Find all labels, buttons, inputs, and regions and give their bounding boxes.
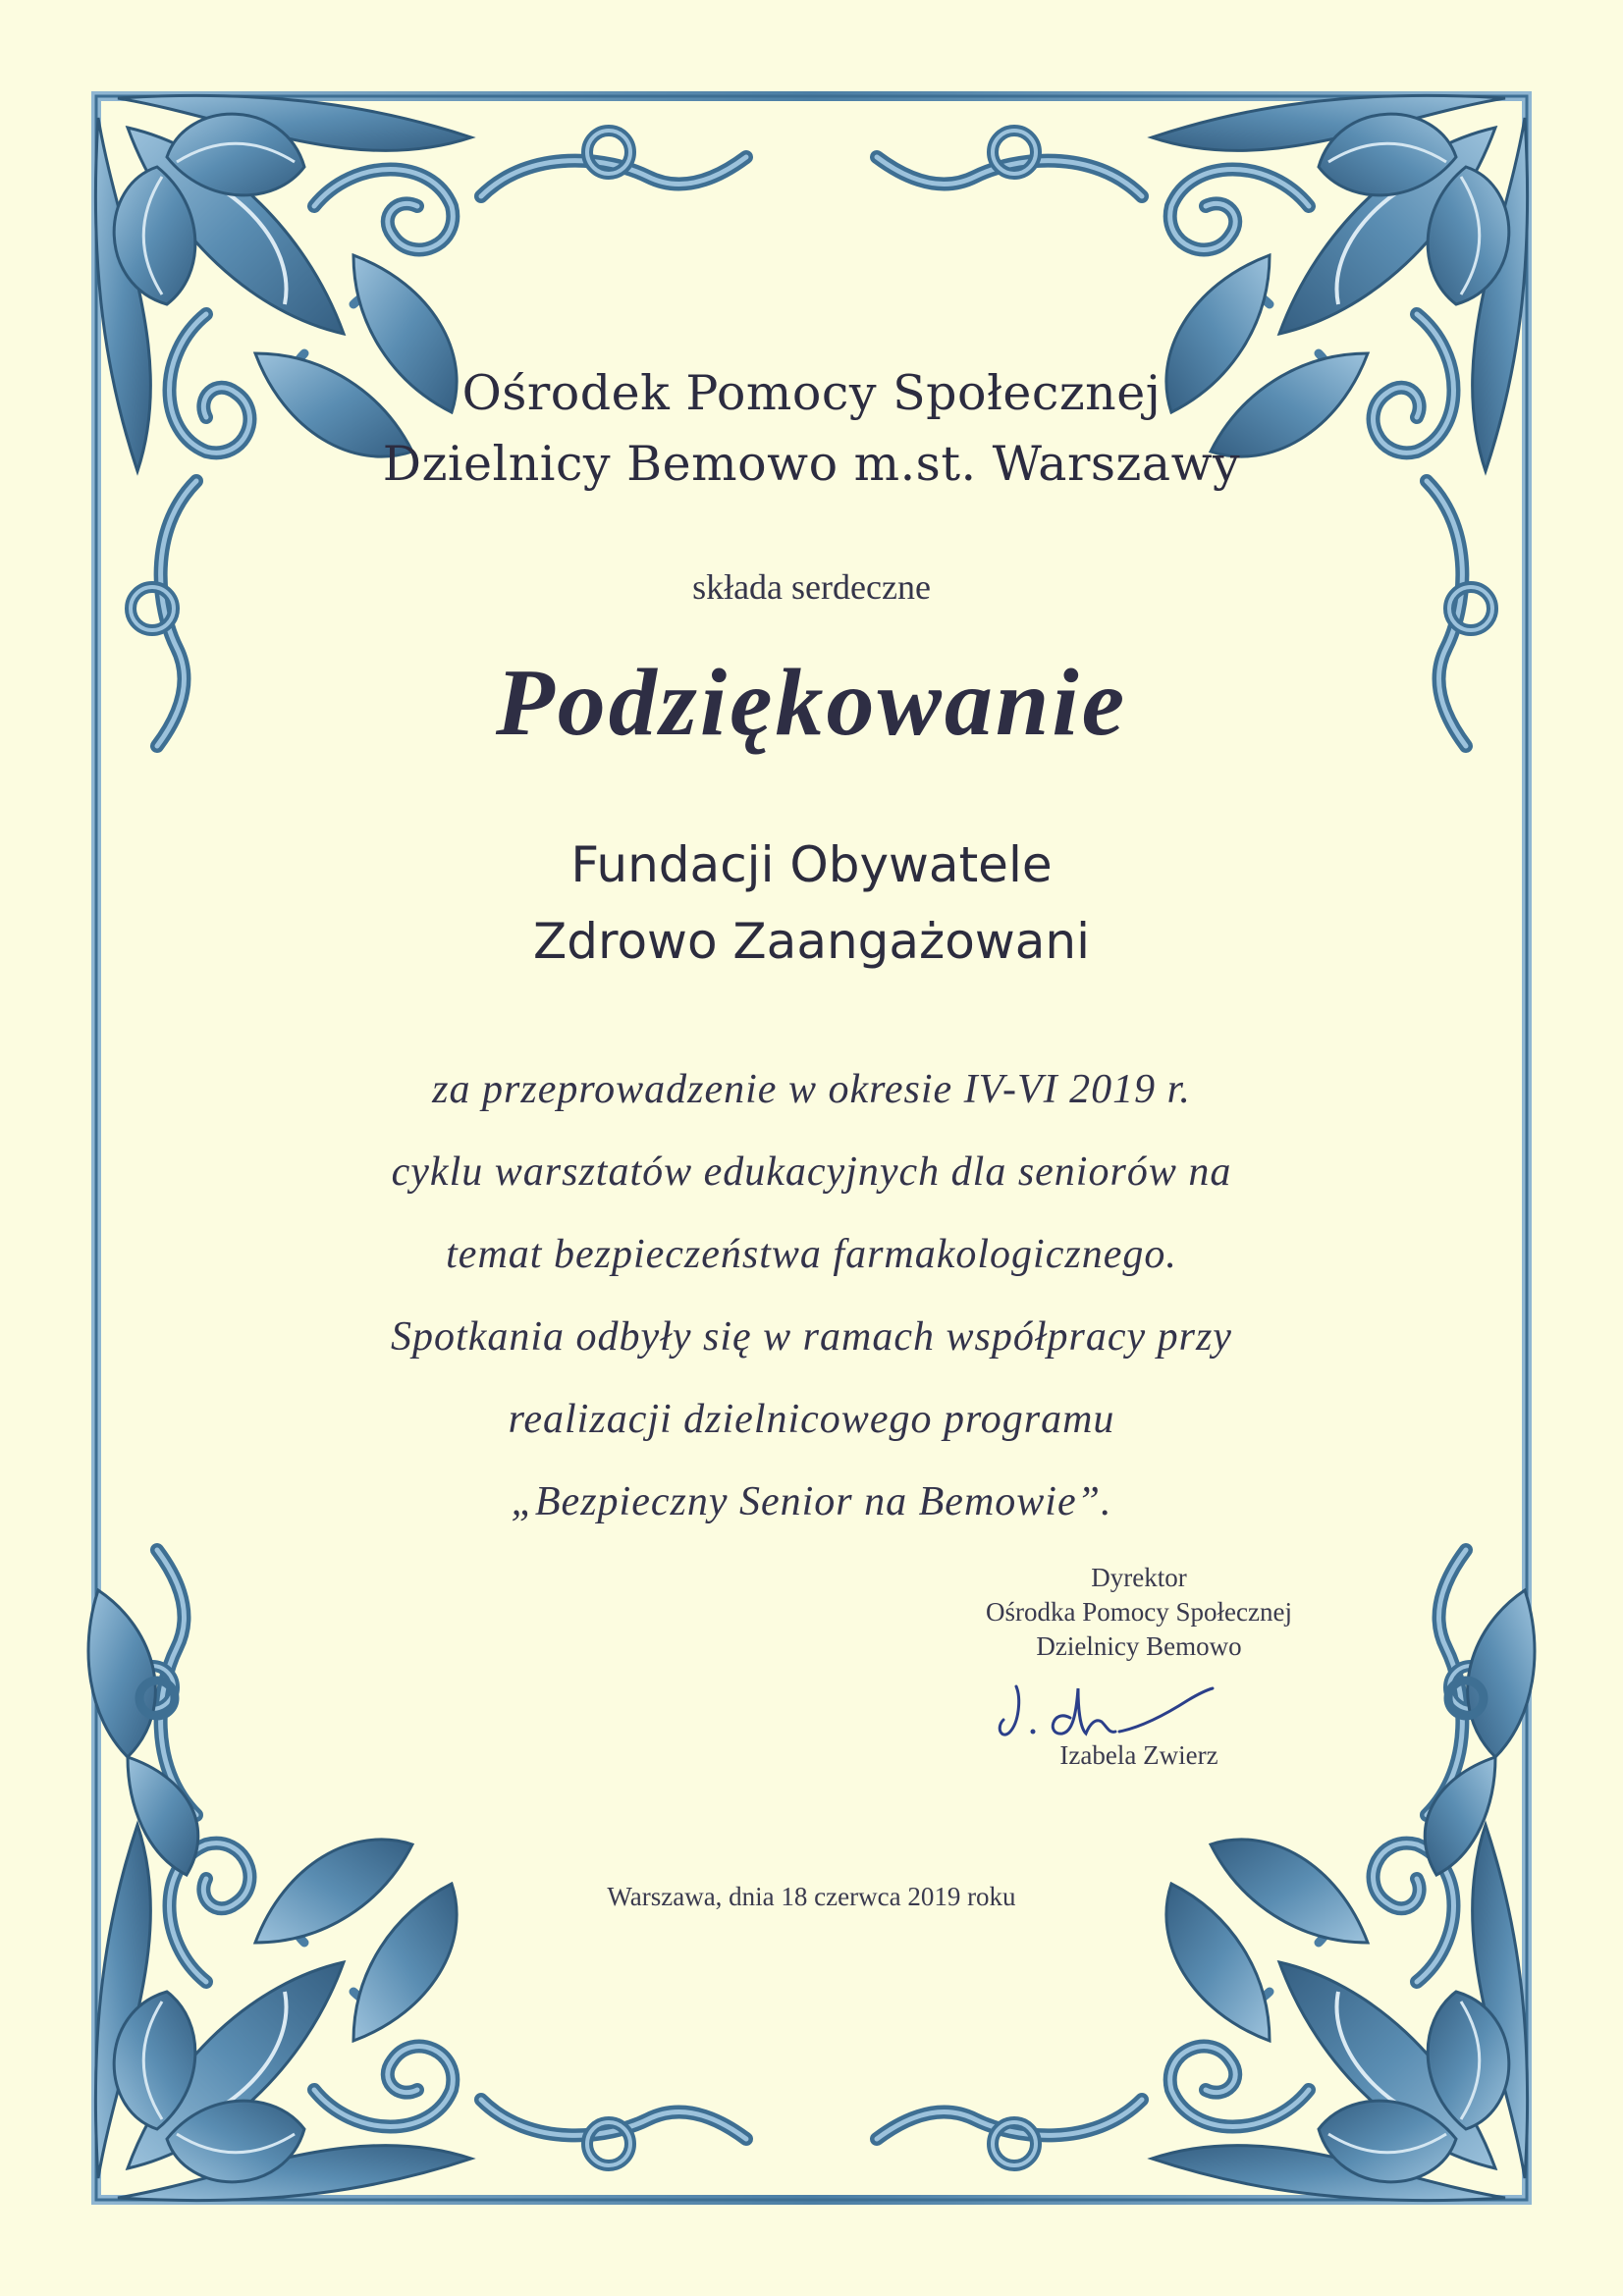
place-and-date: Warszawa, dnia 18 czerwca 2019 roku: [607, 1882, 1016, 1911]
signatory-block: [893, 1561, 1384, 1664]
issuer-line-1: Ośrodek Pomocy Społecznej: [461, 365, 1162, 421]
certificate-body: [0, 1048, 1623, 1543]
signatory-name: Izabela Zwierz: [1059, 1740, 1218, 1770]
recipient-name: [0, 827, 1623, 980]
recipient-line-1: Fundacji Obywatele: [570, 836, 1053, 893]
body-line: Spotkania odbyły się w ramach współpracy przy: [391, 1314, 1232, 1360]
body-line: za przeprowadzenie w okresie IV-VI 2019 r.: [432, 1067, 1191, 1112]
signatory-org-line-2: Dzielnicy Bemowo: [1036, 1631, 1242, 1661]
body-line: temat bezpieczeństwa farmakologicznego.: [446, 1232, 1177, 1277]
issuer-name: [0, 358, 1623, 500]
issuer-line-2: Dzielnicy Bemowo m.st. Warszawy: [382, 436, 1241, 492]
signatory-org-line-1: Ośrodka Pomocy Społecznej: [986, 1597, 1292, 1627]
signatory-title: Dyrektor: [1091, 1563, 1187, 1592]
intro-text: składa serdeczne: [692, 567, 931, 607]
handwritten-signature: [992, 1679, 1227, 1747]
body-line: „Bezpieczny Senior na Bemowie”.: [511, 1479, 1112, 1524]
certificate-headline: Podziękowanie: [495, 650, 1128, 756]
recipient-line-2: Zdrowo Zaangażowani: [533, 913, 1090, 970]
body-line: cyklu warsztatów edukacyjnych dla seniorów na: [391, 1149, 1232, 1195]
body-line: realizacji dzielnicowego programu: [508, 1397, 1115, 1442]
